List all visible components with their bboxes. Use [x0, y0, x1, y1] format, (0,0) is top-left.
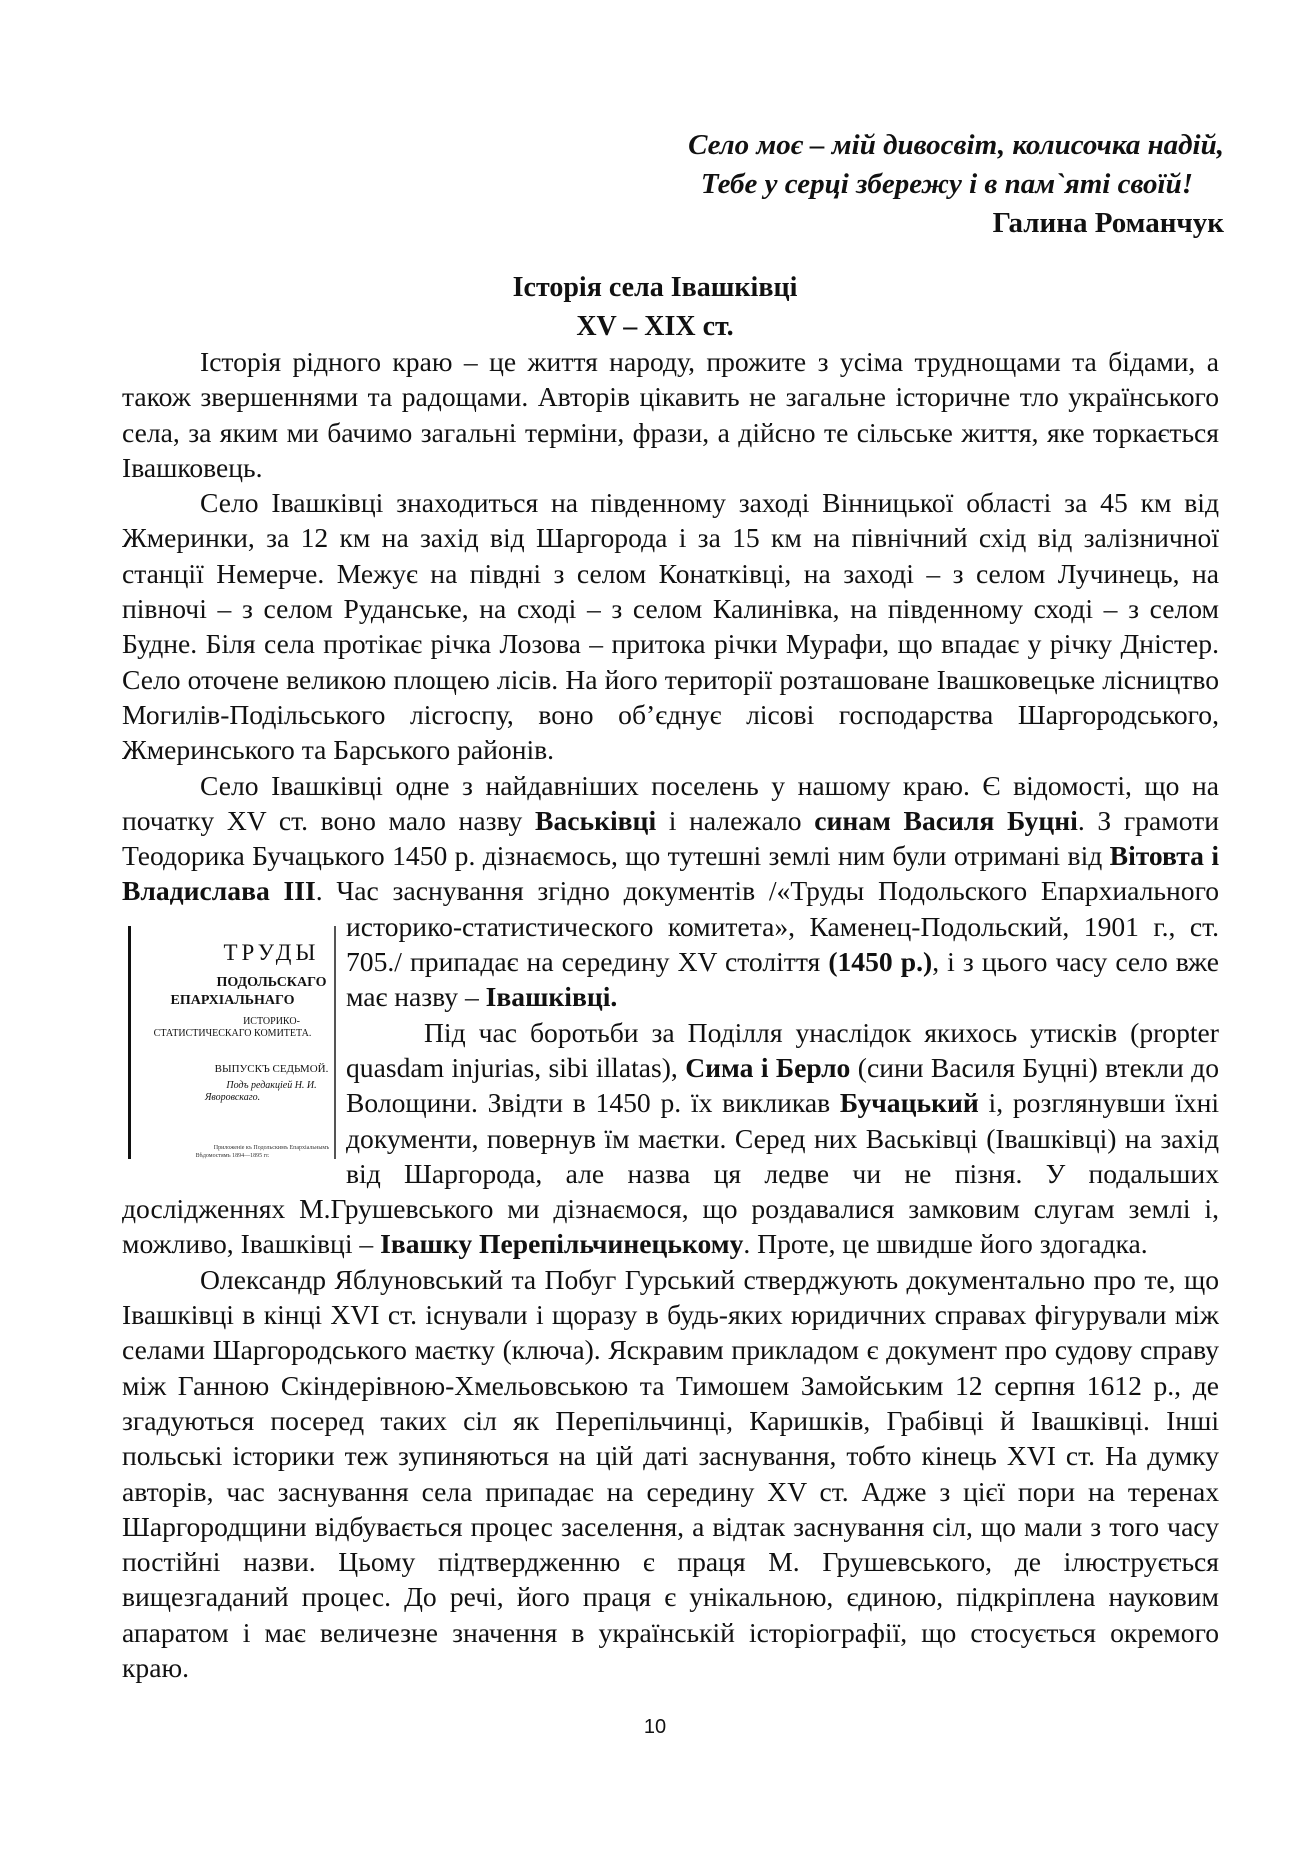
p3-text-4: . Час заснування згідно документів /«Труды Подольского Епархиального историко-статистического комитета», Каменец- [315, 875, 1219, 942]
epigraph-line-1: Село моє – мій дивосвіт, колисочка надій, [688, 129, 1224, 161]
p4-bold-3: Івашку Перепільчинецькому [380, 1228, 744, 1260]
p3-text-1: Село Івашківці одне з найдавніших поселень у нашому краю. Є відомості, що на початку XV ст. воно мало назву [122, 769, 1219, 836]
book-cover-title: ТРУДЫ [223, 939, 320, 965]
article-body [122, 344, 1219, 1685]
book-cover-committee: ИСТОРИКО-СТАТИСТИЧЕСКАГО КОМИТЕТА. [153, 1015, 312, 1039]
title-line-1: Історія села Івашківці [512, 272, 798, 303]
epigraph-line-2: Тебе у серці збережу і в пам`яті своїй! [700, 168, 1193, 200]
book-cover-subtitle: ПОДОЛЬСКАГО ЕПАРХІАЛЬНАГО [170, 974, 327, 1008]
p3-bold-3: Вітовта і Владислава ІІІ [122, 840, 1219, 907]
p4-bold-2: Бучацький [839, 1087, 979, 1119]
p3-text-2: і належало [656, 804, 815, 836]
p3-bold-4: (1450 р.) [828, 946, 933, 978]
paragraph-5: Олександр Яблуновський та Побуг Гурський стверджують документально про те, що Івашківці в кінці XVI ст. існували і щоразу в будь-яких юридичних справах фігурували між селами Шаргородського маєтку (ключа). Яскравим прикладом є документ про судову справу між Ганною Скіндерівною-Хмельовською та Тимошем Замойським 12 серпня 1612 р., де згадуються посеред таких сіл як Перепільчинці, Каришків, Грабівці й Івашківці. Інші польські історики теж зупиняються на цій даті заснування, тобто кінець XVI ст. На думку авторів, час заснування села припадає на середину XV ст. Адже з цієї пори на теренах Шаргородщини відбувається процес заселення, а відтак заснування сіл, що мали з того часу постійні назви. Цьому підтвердженню є праця М. Грушевського, де ілюструється вищезгаданий процес. До речі, його праця є унікальною, єдиною, підкріплена науковим апаратом і має величезне значення в українській історіографії, що стосується окремого краю. [122, 1263, 1219, 1683]
paragraph-2: Село Івашківці знаходиться на південному заході Вінницької області за 45 км від Жмеринки, за 12 км на захід від Шаргорода і за 15 км на північний схід від залізничної станції Немерче. Межує на півдні з селом Конатківці, на заході – з селом Лучинець, на півночі – з селом Руданське, на сході – з селом Калинівка, на південному сході – з селом Будне. Біля села протікає річка Лозова – притока річки Мурафи, що впадає у річку Дністер. Село оточене великою площею лісів. На його території розташоване Івашковецьке лісництво Могилів-Подільського лісгоспу, воно об’єднує лісові господарства Шаргородського, Жмеринського та Барського районів. [122, 487, 1219, 766]
book-cover-footnote: Приложеніе къ Подольскимъ Епархіальнымъ Вѣдомостямъ 1894—1895 гг. [195, 1144, 330, 1159]
book-cover-image [128, 926, 336, 1159]
epigraph-author: Галина Романчук [992, 207, 1224, 239]
p3-bold-2: синам Василя Буцні [814, 804, 1078, 836]
book-cover-editor: Подъ редакціей Н. И. Яворовскаго. [204, 1079, 317, 1103]
page-title [0, 268, 1310, 346]
title-line-2: XV – XIX ст. [576, 311, 734, 342]
page-number: 10 [643, 1716, 667, 1738]
p3-text-5: , і з цього часу село вже має назву – [346, 946, 1219, 1013]
p4-text-1: Під час боротьби за Поділля унаслідок якихось утисків (propter quasdam injurias, sibi illatas), [346, 1016, 1219, 1083]
p4-text-3: і, розглянувши їхні документи, повернув їм маєтки. Серед них Васьківці (Івашківці) на захід від Шаргорода, але назва ця ледве чи не пізня. У подальших дослідженнях М.Грушевського ми дізнаємося, що роздавалися замковим слугам землі і, можливо, Івашківці – [122, 1087, 1219, 1260]
book-cover-issue: ВЫПУСКЪ СЕДЬМОЙ. [214, 1062, 329, 1075]
p3-bold-1: Васьківці [535, 804, 657, 836]
p4-text-2: (сини Василя Буцні) втекли до Волощини. Звідти в 1450 р. їх викликав [346, 1051, 1220, 1119]
p3-bold-5: Івашківці. [485, 981, 618, 1013]
paragraph-1: Історія рідного краю – це життя народу, прожите з усіма труднощами та бідами, а також звершеннями та радощами. Авторів цікавить не загальне історичне тло українського села, за яким ми бачимо загальні терміни, фрази, а дійсно те сільське життя, яке торкається Івашковець. [122, 346, 1219, 483]
p3-text-4-cont: Подольский, 1901 г., ст. 705./ припадає на середину XV століття [346, 910, 1220, 978]
epigraph [688, 126, 1224, 243]
p3-text-3: . З грамоти Теодорика Бучацького 1450 р. дізнаємось, що тутешні землі ним були отримані від [122, 804, 1219, 872]
p4-bold-1: Сима і Берло [685, 1051, 851, 1083]
p4-text-4: . Проте, це швидше його здогадка. [743, 1228, 1148, 1260]
